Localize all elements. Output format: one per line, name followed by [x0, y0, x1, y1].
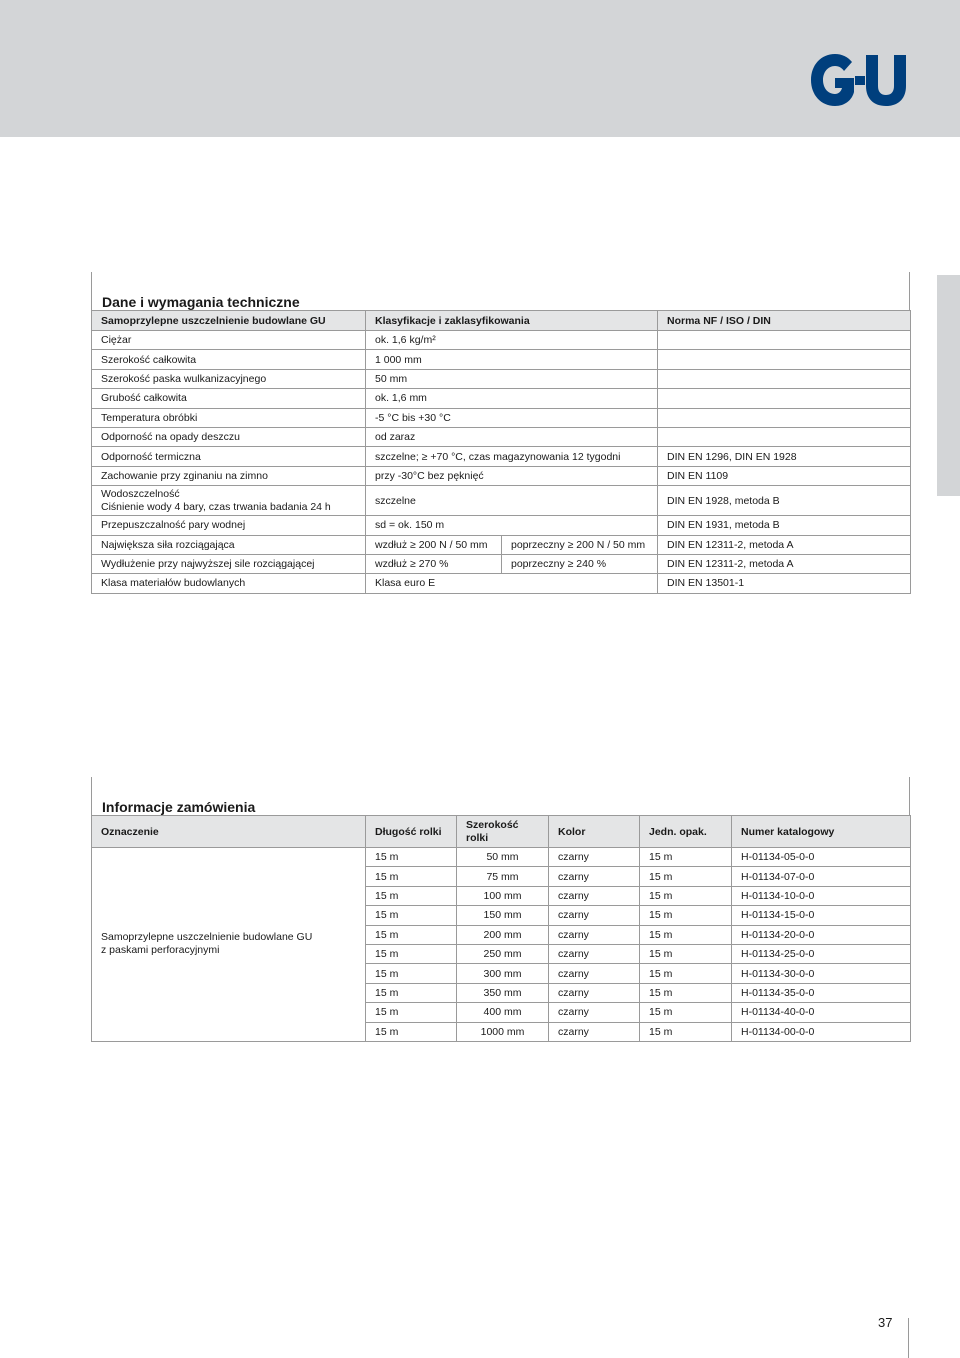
cell-unit: 15 m: [640, 964, 732, 983]
cell-width: 100 mm: [457, 886, 549, 905]
table-row: [92, 574, 911, 593]
cell-width: 1000 mm: [457, 1022, 549, 1041]
cell-width: 75 mm: [457, 867, 549, 886]
tech-title-bar: [91, 272, 910, 310]
table-row: [92, 447, 911, 466]
cell-unit: 15 m: [640, 1003, 732, 1022]
cell-catalog-number: H-01134-25-0-0: [732, 944, 911, 963]
row-value: przy -30°C bez pęknięć: [366, 466, 658, 485]
cell-color: czarny: [549, 1003, 640, 1022]
row-norm: [658, 389, 911, 408]
cell-catalog-number: H-01134-40-0-0: [732, 1003, 911, 1022]
cell-color: czarny: [549, 925, 640, 944]
table-row: [92, 848, 911, 867]
cell-length: 15 m: [366, 964, 457, 983]
order-title-bar: [91, 777, 910, 815]
cell-length: 15 m: [366, 983, 457, 1002]
row-label: Największa siła rozciągająca: [92, 535, 366, 554]
order-header-row: [92, 816, 911, 848]
cell-length: 15 m: [366, 906, 457, 925]
row-label: Odporność na opady deszczu: [92, 427, 366, 446]
row-norm: DIN EN 12311-2, metoda A: [658, 554, 911, 573]
cell-unit: 15 m: [640, 886, 732, 905]
row-label: Szerokość całkowita: [92, 350, 366, 369]
cell-catalog-number: H-01134-30-0-0: [732, 964, 911, 983]
row-norm: DIN EN 1296, DIN EN 1928: [658, 447, 911, 466]
order-header-numer: Numer katalogowy: [732, 816, 911, 848]
cell-width: 250 mm: [457, 944, 549, 963]
cell-length: 15 m: [366, 1003, 457, 1022]
row-norm: [658, 331, 911, 350]
product-name-line-2: z paskami perforacyjnymi: [101, 944, 220, 957]
row-label: Wydłużenie przy najwyższej sile rozciągającej: [92, 554, 366, 573]
order-header-jedn: Jedn. opak.: [640, 816, 732, 848]
cell-color: czarny: [549, 886, 640, 905]
cell-length: 15 m: [366, 848, 457, 867]
order-title: Informacje zamówienia: [102, 799, 256, 815]
cell-color: czarny: [549, 848, 640, 867]
table-row: [92, 427, 911, 446]
page-number-rule: [908, 1318, 909, 1358]
cell-length: 15 m: [366, 944, 457, 963]
cell-catalog-number: H-01134-35-0-0: [732, 983, 911, 1002]
cell-width: 300 mm: [457, 964, 549, 983]
cell-length: 15 m: [366, 1022, 457, 1041]
cell-color: czarny: [549, 906, 640, 925]
table-row: [92, 350, 911, 369]
cell-catalog-number: H-01134-15-0-0: [732, 906, 911, 925]
cell-width: 400 mm: [457, 1003, 549, 1022]
row-label: Odporność termiczna: [92, 447, 366, 466]
cell-unit: 15 m: [640, 983, 732, 1002]
gu-logo: [808, 52, 910, 108]
cell-length: 15 m: [366, 886, 457, 905]
order-section: [91, 777, 910, 1042]
table-row: [92, 535, 911, 554]
row-value: 50 mm: [366, 369, 658, 388]
cell-color: czarny: [549, 964, 640, 983]
product-name-cell: [92, 848, 366, 1042]
row-norm: DIN EN 1928, metoda B: [658, 486, 911, 516]
table-row: [92, 554, 911, 573]
row-norm: DIN EN 1931, metoda B: [658, 516, 911, 535]
row-label: Szerokość paska wulkanizacyjnego: [92, 369, 366, 388]
row-norm: DIN EN 13501-1: [658, 574, 911, 593]
cell-width: 50 mm: [457, 848, 549, 867]
cell-unit: 15 m: [640, 1022, 732, 1041]
row-norm: [658, 369, 911, 388]
row-norm: [658, 427, 911, 446]
order-header-szerokosc: Szerokość rolki: [457, 816, 549, 848]
row-label: Ciężar: [92, 331, 366, 350]
row-value: szczelne; ≥ +70 °C, czas magazynowania 12 tygodni: [366, 447, 658, 466]
row-label: Temperatura obróbki: [92, 408, 366, 427]
row-norm: DIN EN 12311-2, metoda A: [658, 535, 911, 554]
row-value-transverse: poprzeczny ≥ 240 %: [502, 554, 658, 573]
row-value: od zaraz: [366, 427, 658, 446]
tech-header-row: [92, 311, 911, 331]
cell-unit: 15 m: [640, 867, 732, 886]
cell-catalog-number: H-01134-20-0-0: [732, 925, 911, 944]
order-header-dlugosc: Długość rolki: [366, 816, 457, 848]
row-norm: [658, 408, 911, 427]
cell-unit: 15 m: [640, 944, 732, 963]
row-value: Klasa euro E: [366, 574, 658, 593]
tech-header-product: Samoprzylepne uszczelnienie budowlane GU: [92, 311, 366, 331]
table-row: [92, 408, 911, 427]
row-norm: [658, 350, 911, 369]
cell-unit: 15 m: [640, 925, 732, 944]
table-row: [92, 331, 911, 350]
row-value: sd = ok. 150 m: [366, 516, 658, 535]
table-row: [92, 369, 911, 388]
order-table: [91, 815, 911, 1042]
order-header-kolor: Kolor: [549, 816, 640, 848]
cell-color: czarny: [549, 983, 640, 1002]
tech-table: [91, 310, 911, 594]
row-value: szczelne: [366, 486, 658, 516]
tech-header-classification: Klasyfikacje i zaklasyfikowania: [366, 311, 658, 331]
row-label: [92, 486, 366, 516]
cell-width: 200 mm: [457, 925, 549, 944]
row-value: ok. 1,6 mm: [366, 389, 658, 408]
table-row: [92, 389, 911, 408]
cell-unit: 15 m: [640, 906, 732, 925]
water-label-1: Wodoszczelność: [101, 487, 180, 500]
cell-unit: 15 m: [640, 848, 732, 867]
row-value: -5 °C bis +30 °C: [366, 408, 658, 427]
cell-color: czarny: [549, 867, 640, 886]
cell-catalog-number: H-01134-05-0-0: [732, 848, 911, 867]
tech-title: Dane i wymagania techniczne: [102, 294, 300, 310]
cell-catalog-number: H-01134-10-0-0: [732, 886, 911, 905]
table-row: [92, 516, 911, 535]
row-value-transverse: poprzeczny ≥ 200 N / 50 mm: [502, 535, 658, 554]
row-value: ok. 1,6 kg/m²: [366, 331, 658, 350]
table-row: [92, 486, 911, 516]
water-label-2: Ciśnienie wody 4 bary, czas trwania badania 24 h: [101, 500, 331, 513]
row-value: 1 000 mm: [366, 350, 658, 369]
cell-length: 15 m: [366, 925, 457, 944]
table-row: [92, 466, 911, 485]
cell-width: 150 mm: [457, 906, 549, 925]
order-header-oznaczenie: Oznaczenie: [92, 816, 366, 848]
row-value-longitudinal: wzdłuż ≥ 270 %: [366, 554, 502, 573]
tech-header-norm: Norma NF / ISO / DIN: [658, 311, 911, 331]
tech-section: [91, 272, 910, 594]
side-tab: [937, 275, 960, 496]
row-label: Zachowanie przy zginaniu na zimno: [92, 466, 366, 485]
cell-catalog-number: H-01134-07-0-0: [732, 867, 911, 886]
row-norm: DIN EN 1109: [658, 466, 911, 485]
row-label: Grubość całkowita: [92, 389, 366, 408]
cell-color: czarny: [549, 1022, 640, 1041]
cell-catalog-number: H-01134-00-0-0: [732, 1022, 911, 1041]
row-label: Przepuszczalność pary wodnej: [92, 516, 366, 535]
row-label: Klasa materiałów budowlanych: [92, 574, 366, 593]
row-value-longitudinal: wzdłuż ≥ 200 N / 50 mm: [366, 535, 502, 554]
cell-length: 15 m: [366, 867, 457, 886]
product-name-line-1: Samoprzylepne uszczelnienie budowlane GU: [101, 931, 313, 944]
cell-color: czarny: [549, 944, 640, 963]
cell-width: 350 mm: [457, 983, 549, 1002]
page-number: 37: [878, 1315, 893, 1330]
